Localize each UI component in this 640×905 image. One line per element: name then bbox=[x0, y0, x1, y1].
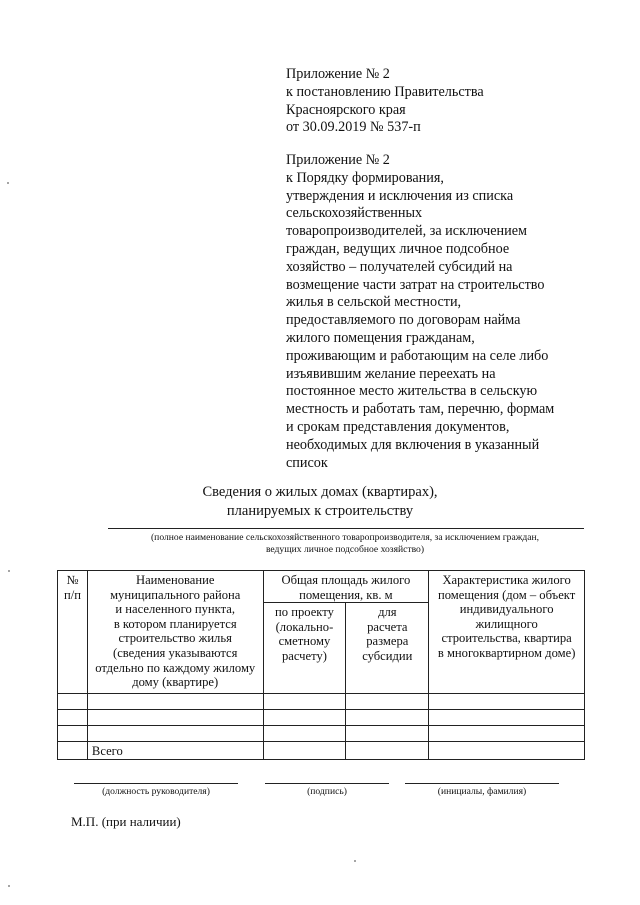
appendix2-line: Приложение № 2 bbox=[286, 152, 390, 168]
header-text: расчета bbox=[367, 619, 408, 634]
header-text: расчету) bbox=[281, 648, 327, 663]
table-cell bbox=[263, 694, 346, 710]
table-row bbox=[58, 694, 585, 710]
appendix2-line: утверждения и исключения из списка bbox=[286, 187, 514, 204]
header-text: для bbox=[378, 605, 397, 620]
appendix2-line: сельскохозяйственных bbox=[286, 205, 423, 222]
header-text: Наименование bbox=[135, 573, 215, 587]
table-cell bbox=[429, 726, 585, 742]
header-area bbox=[263, 571, 429, 603]
table-cell bbox=[58, 726, 88, 742]
table-row bbox=[58, 726, 585, 742]
header-text: в котором планируется bbox=[113, 616, 237, 631]
table-cell bbox=[58, 742, 88, 760]
producer-note-line2: ведущих личное подсобное хозяйство) bbox=[265, 544, 425, 555]
form-title-line2: планируемых к строительству bbox=[226, 503, 414, 519]
form-title bbox=[0, 483, 640, 521]
table-cell bbox=[87, 710, 263, 726]
header-text: в многоквартирном доме) bbox=[437, 645, 576, 660]
scan-speck bbox=[8, 570, 10, 572]
header-settlement bbox=[87, 571, 263, 694]
position-line bbox=[74, 783, 238, 784]
appendix2-line: хозяйство – получателей субсидий на bbox=[286, 258, 513, 275]
table-cell bbox=[346, 694, 429, 710]
header-text: жилищного bbox=[475, 616, 538, 631]
scan-speck bbox=[7, 182, 9, 184]
header-text: (локально- bbox=[275, 619, 334, 634]
header-text: дому (квартире) bbox=[132, 675, 219, 690]
table-cell bbox=[429, 694, 585, 710]
producer-note-line1: (полное наименование сельскохозяйственного товаропроизводителя, за исключением граждан, bbox=[150, 532, 540, 543]
appendix2-line: жилья в сельской местности, bbox=[286, 294, 462, 311]
table-row bbox=[58, 710, 585, 726]
table-header-row bbox=[58, 571, 585, 603]
table-cell bbox=[346, 742, 429, 760]
header-text: субсидии bbox=[362, 648, 413, 663]
table-total-row bbox=[58, 742, 585, 760]
appendix2-line: изъявившим желание переехать на bbox=[286, 365, 496, 382]
appendix2-line: и срокам представления документов, bbox=[286, 418, 510, 435]
header-text: помещения, кв. м bbox=[299, 587, 393, 602]
producer-name-line bbox=[108, 528, 584, 529]
name-caption: (инициалы, фамилия) bbox=[437, 786, 527, 797]
header-text: Характеристика жилого bbox=[442, 573, 571, 587]
header-area-project bbox=[263, 603, 346, 694]
stamp-place: М.П. (при наличии) bbox=[71, 814, 181, 829]
scan-speck bbox=[8, 885, 10, 887]
table-cell bbox=[58, 694, 88, 710]
appendix1-line: Приложение № 2 bbox=[286, 66, 390, 82]
table-cell bbox=[263, 742, 346, 760]
table-cell bbox=[346, 726, 429, 742]
table-cell bbox=[263, 726, 346, 742]
header-text: Общая площадь жилого bbox=[281, 573, 411, 587]
appendix-to-resolution bbox=[286, 66, 596, 137]
table-cell bbox=[263, 710, 346, 726]
appendix2-line: к Порядку формирования, bbox=[286, 169, 444, 186]
header-text: индивидуального bbox=[459, 602, 554, 617]
header-text: помещения (дом – объект bbox=[438, 587, 576, 602]
header-number bbox=[58, 571, 88, 694]
header-area-subsidy bbox=[346, 603, 429, 694]
table-cell bbox=[429, 710, 585, 726]
signature-caption: (подпись) bbox=[307, 786, 347, 797]
table-cell bbox=[346, 710, 429, 726]
appendix2-line: товаропроизводителей, за исключением bbox=[286, 223, 527, 240]
scan-speck bbox=[354, 860, 356, 862]
header-text: № bbox=[66, 573, 79, 587]
appendix1-line: от 30.09.2019 № 537-п bbox=[286, 119, 421, 136]
appendix-to-procedure bbox=[286, 152, 596, 472]
appendix1-line: Красноярского края bbox=[286, 101, 406, 118]
header-text: строительства, квартира bbox=[441, 631, 572, 646]
producer-note bbox=[60, 532, 630, 556]
appendix2-line: граждан, ведущих личное подсобное bbox=[286, 240, 510, 257]
header-text: строительство жилья bbox=[118, 631, 232, 646]
form-title-line1: Сведения о жилых домах (квартирах), bbox=[202, 484, 438, 500]
signature-line bbox=[265, 783, 389, 784]
table-cell bbox=[58, 710, 88, 726]
appendix2-line: местность и работать там, перечню, формам bbox=[286, 401, 555, 418]
appendix2-line: проживающим и работающим на селе либо bbox=[286, 347, 549, 364]
appendix2-line: постоянное место жительства в сельскую bbox=[286, 383, 538, 400]
table-cell bbox=[429, 742, 585, 760]
appendix2-line: жилого помещения гражданам, bbox=[286, 329, 475, 346]
header-text: по проекту bbox=[275, 605, 334, 620]
header-text: п/п bbox=[63, 587, 81, 602]
position-caption: (должность руководителя) bbox=[102, 786, 210, 797]
header-text: муниципального района bbox=[110, 587, 241, 602]
header-text: размера bbox=[366, 634, 409, 649]
appendix2-line: список bbox=[286, 454, 328, 471]
housing-table bbox=[57, 570, 585, 760]
appendix2-line: необходимых для включения в указанный bbox=[286, 436, 540, 453]
appendix2-line: возмещение части затрат на строительство bbox=[286, 276, 545, 293]
table-cell bbox=[87, 694, 263, 710]
header-text: и населенного пункта, bbox=[115, 602, 236, 617]
table-cell bbox=[87, 726, 263, 742]
total-label: Всего bbox=[87, 742, 263, 760]
appendix1-line: к постановлению Правительства bbox=[286, 83, 484, 100]
header-text: (сведения указываются bbox=[113, 645, 238, 660]
header-characteristics bbox=[429, 571, 585, 694]
header-text: отдельно по каждому жилому bbox=[95, 660, 256, 675]
header-text: сметному bbox=[278, 634, 331, 649]
appendix2-line: предоставляемого по договорам найма bbox=[286, 312, 521, 329]
name-line bbox=[405, 783, 559, 784]
